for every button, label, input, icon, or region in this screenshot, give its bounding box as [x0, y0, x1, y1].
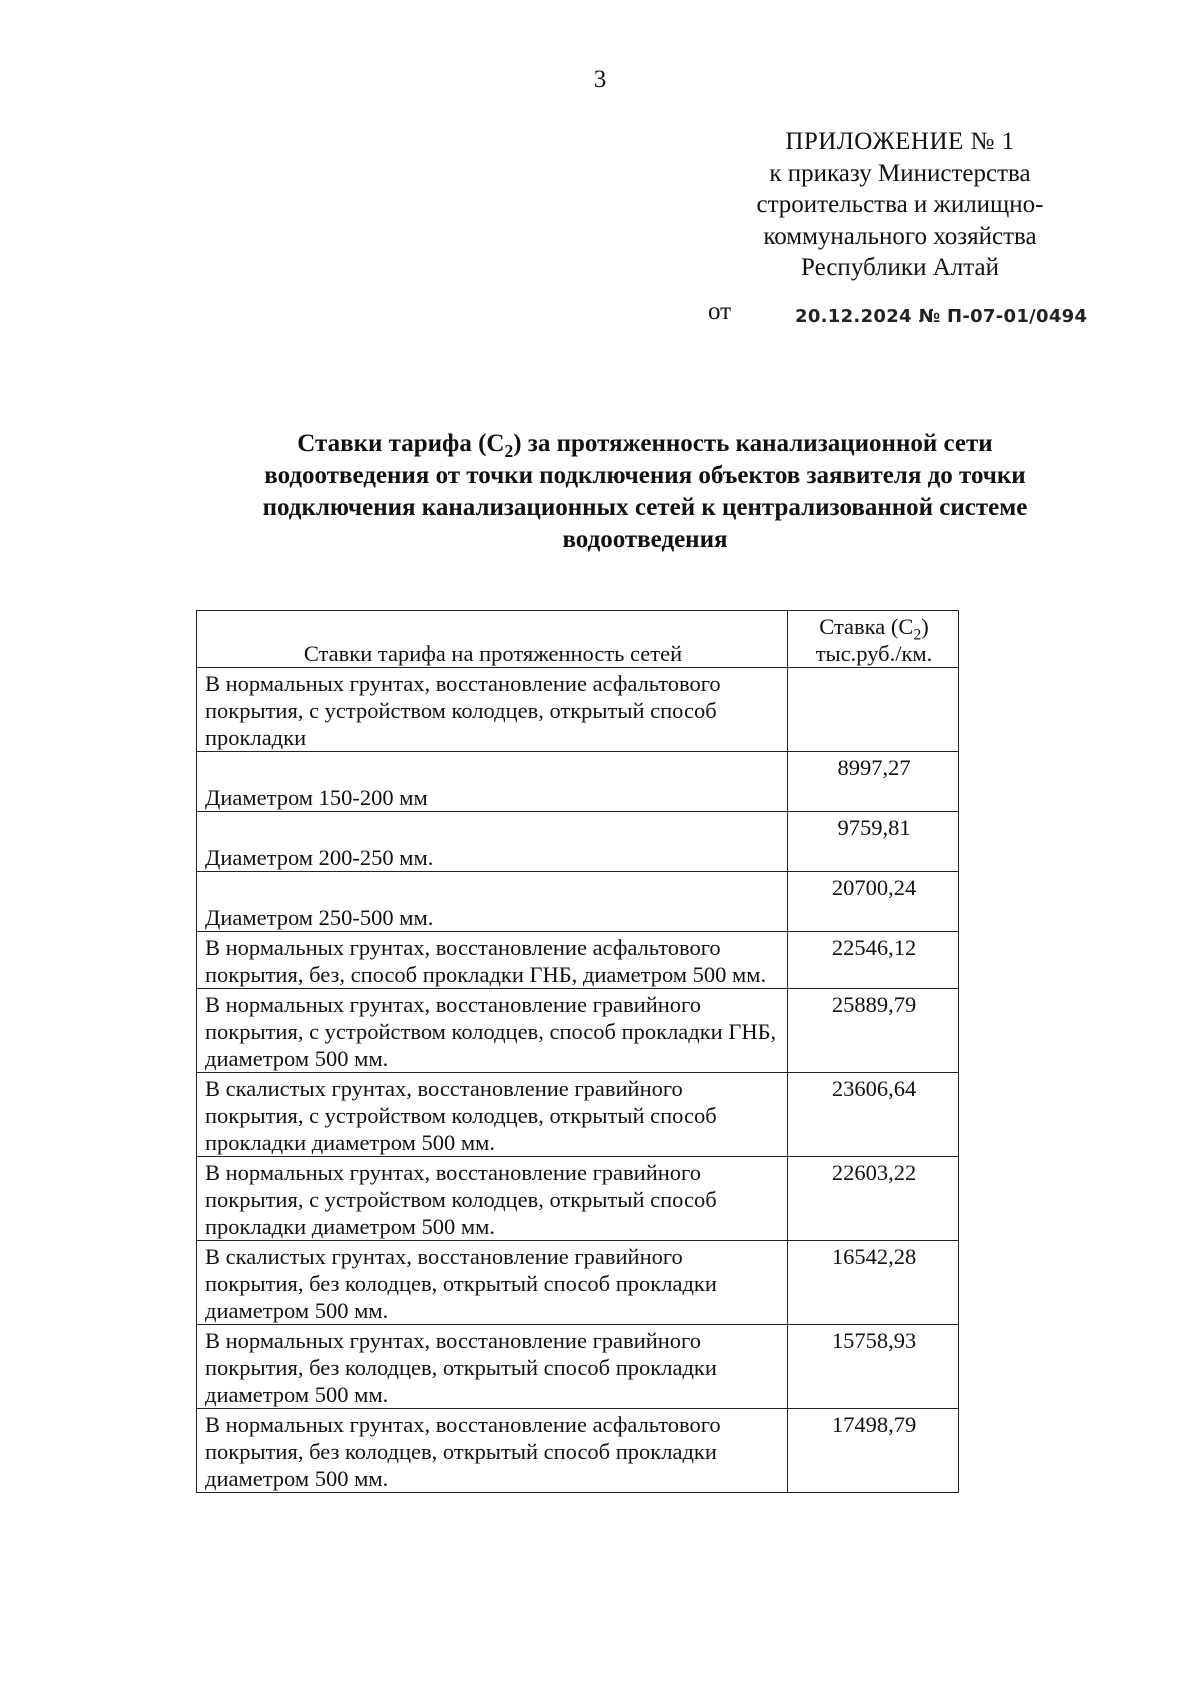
row-value: 22546,12 [788, 932, 959, 989]
row-description: Диаметром 150-200 мм [197, 752, 788, 812]
row-value: 23606,64 [788, 1073, 959, 1157]
row-description: В нормальных грунтах, восстановление гравийного покрытия, с устройством колодцев, способ прокладки ГНБ, диаметром 500 мм. [197, 989, 788, 1073]
title-line-1-end: ) за протяженность канализационной сети [513, 430, 993, 457]
header-rate-unit: тыс.руб./км. [815, 641, 933, 666]
row-value: 15758,93 [788, 1325, 959, 1409]
page-number: 3 [593, 66, 607, 93]
appendix-heading: ПРИЛОЖЕНИЕ № 1 [785, 128, 1015, 155]
row-value: 16542,28 [788, 1241, 959, 1325]
title-line-4: водоотведения [562, 526, 728, 553]
appendix-line-4: Республики Алтай [801, 254, 999, 281]
document-title [190, 428, 1100, 556]
row-description: В нормальных грунтах, восстановление гравийного покрытия, с устройством колодцев, открытый способ прокладки диаметром 500 мм. [197, 1157, 788, 1241]
header-rate-name [796, 613, 952, 644]
appendix-line-1: к приказу Министерства [769, 159, 1031, 187]
header-description: Ставки тарифа на протяженность сетей [197, 611, 788, 668]
table-header-row [197, 611, 959, 668]
row-value: 8997,27 [788, 752, 959, 812]
appendix-block [720, 126, 1080, 284]
title-line-2: водоотведения от точки подключения объектов заявителя до точки [264, 462, 1026, 489]
appendix-line-3: коммунального хозяйства [763, 222, 1037, 250]
table-row [197, 1073, 959, 1157]
table-row [197, 1241, 959, 1325]
row-value: 9759,81 [788, 812, 959, 872]
row-description: В скалистых грунтах, восстановление гравийного покрытия, с устройством колодцев, открытый способ прокладки диаметром 500 мм. [197, 1073, 788, 1157]
row-description: Диаметром 250-500 мм. [197, 872, 788, 932]
rates-table [196, 610, 959, 1493]
table-row [197, 1409, 959, 1493]
title-line-1 [190, 428, 1100, 460]
table-row [197, 932, 959, 989]
header-rate-subscript: 2 [913, 626, 922, 644]
row-value [788, 668, 959, 752]
row-value: 20700,24 [788, 872, 959, 932]
header-rate-end: ) [921, 614, 929, 639]
order-from-label: от [708, 298, 732, 325]
header-rate-start: Ставка (С [819, 614, 914, 639]
title-line-1-start: Ставки тарифа (С [297, 430, 505, 457]
title-subscript: 2 [504, 441, 514, 461]
row-value: 22603,22 [788, 1157, 959, 1241]
title-line-3: подключения канализационных сетей к централизованной системе [262, 494, 1028, 521]
order-date-number: 20.12.2024 № П-07-01/0494 [795, 306, 1088, 327]
row-value: 17498,79 [788, 1409, 959, 1493]
row-description: Диаметром 200-250 мм. [197, 812, 788, 872]
row-description: В нормальных грунтах, восстановление асфальтового покрытия, без колодцев, открытый способ прокладки диаметром 500 мм. [197, 1409, 788, 1493]
row-description: В нормальных грунтах, восстановление асфальтового покрытия, с устройством колодцев, открытый способ прокладки [197, 668, 788, 752]
header-rate [788, 611, 959, 668]
row-value: 25889,79 [788, 989, 959, 1073]
table-row [197, 752, 959, 812]
table-row [197, 1157, 959, 1241]
table-row [197, 989, 959, 1073]
row-description: В нормальных грунтах, восстановление асфальтового покрытия, без, способ прокладки ГНБ, диаметром 500 мм. [197, 932, 788, 989]
row-description: В нормальных грунтах, восстановление гравийного покрытия, без колодцев, открытый способ прокладки диаметром 500 мм. [197, 1325, 788, 1409]
row-description: В скалистых грунтах, восстановление гравийного покрытия, без колодцев, открытый способ прокладки диаметром 500 мм. [197, 1241, 788, 1325]
table-row [197, 812, 959, 872]
table-row [197, 872, 959, 932]
table-row [197, 668, 959, 752]
appendix-line-2: строительства и жилищно- [756, 191, 1044, 218]
table-row [197, 1325, 959, 1409]
